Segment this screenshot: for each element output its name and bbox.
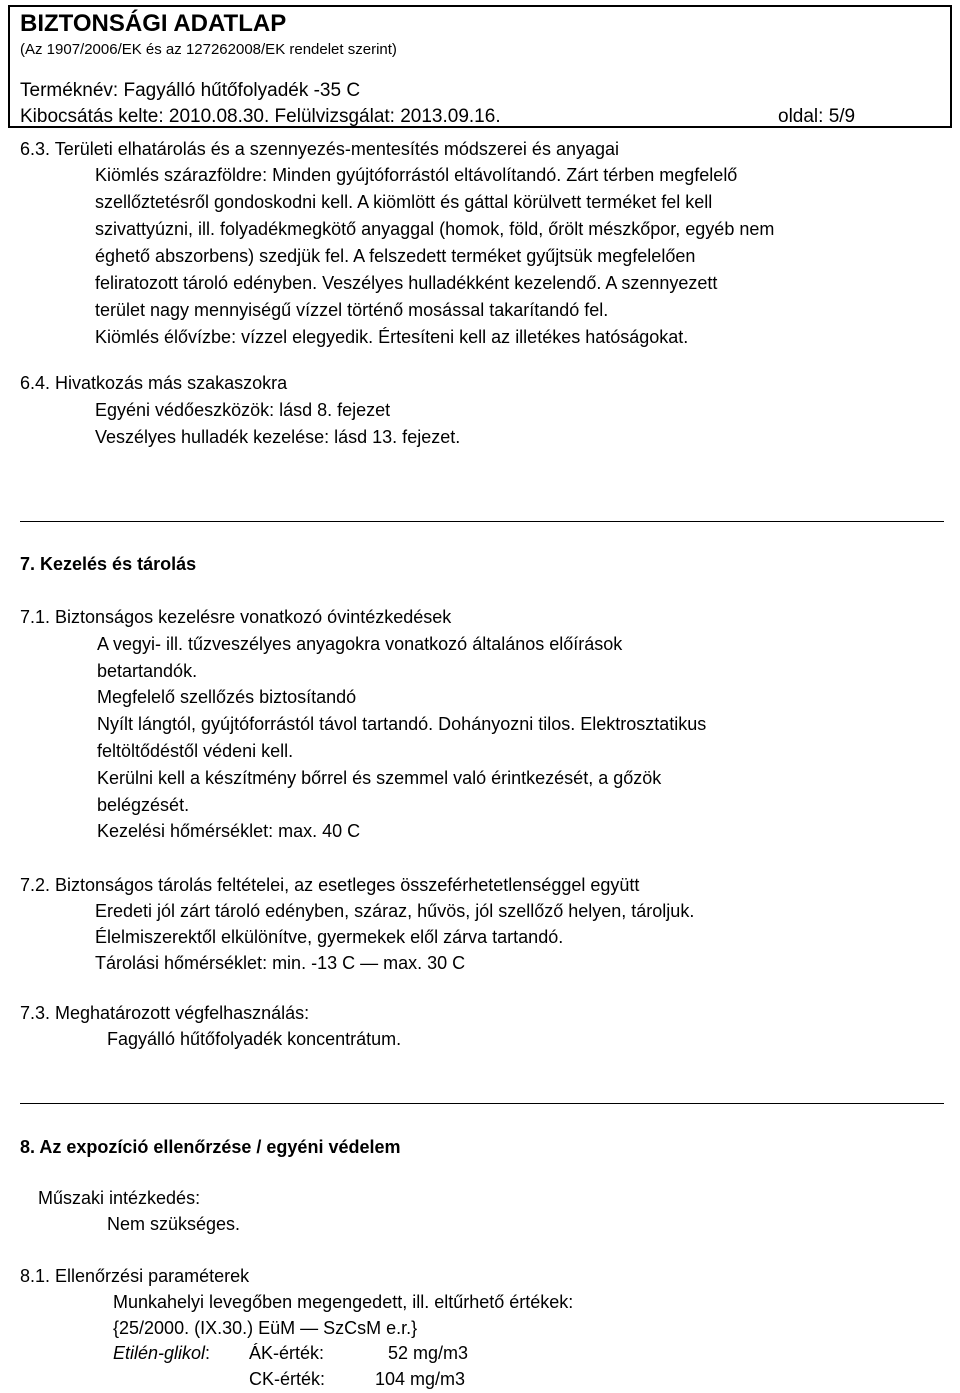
section-6-3-line: Kiömlés élővízbe: vízzel elegyedik. Értesíteni kell az illetékes hatóságokat. bbox=[95, 327, 689, 347]
section-7-2-heading: 7.2. Biztonságos tárolás feltételei, az esetleges összeférhetetlenséggel együtt bbox=[20, 875, 640, 895]
substance-name: Etilén-glikol bbox=[113, 1343, 206, 1363]
section-8-heading: 8. Az expozíció ellenőrzése / egyéni védelem bbox=[20, 1137, 401, 1157]
section-7-2-line: Tárolási hőmérséklet: min. -13 C — max. 30 C bbox=[95, 953, 466, 973]
ck-value: 104 mg/m3 bbox=[375, 1369, 466, 1389]
section-7-1-heading: 7.1. Biztonságos kezelésre vonatkozó óvintézkedések bbox=[20, 607, 452, 627]
section-7-1-line: feltöltődéstől védeni kell. bbox=[97, 741, 294, 761]
technical-measures-label: Műszaki intézkedés: bbox=[38, 1188, 201, 1208]
section-6-4-heading: 6.4. Hivatkozás más szakaszokra bbox=[20, 373, 288, 393]
substance-colon: : bbox=[205, 1343, 211, 1363]
section-6-3-line: szellőztetésről gondoskodni kell. A kiömlött és gáttal körülvett terméket fel kell bbox=[95, 192, 713, 212]
section-7-1-line: A vegyi- ill. tűzveszélyes anyagokra vonatkozó általános előírások bbox=[97, 634, 623, 654]
section-6-3-line: terület nagy mennyiségű vízzel történő mosással takarítandó fel. bbox=[95, 300, 609, 320]
section-6-3-line: Kiömlés szárazföldre: Minden gyújtóforrástól eltávolítandó. Zárt térben megfelelő bbox=[95, 165, 738, 185]
section-divider bbox=[20, 1103, 944, 1104]
regulation-subtitle: (Az 1907/2006/EK és az 127262008/EK rendelet szerint) bbox=[20, 41, 397, 58]
section-6-4-line: Veszélyes hulladék kezelése: lásd 13. fejezet. bbox=[95, 427, 461, 447]
ak-value: 52 mg/m3 bbox=[388, 1343, 469, 1363]
section-7-1-line: Kezelési hőmérséklet: max. 40 C bbox=[97, 821, 361, 841]
section-7-1-line: betartandók. bbox=[97, 661, 198, 681]
ak-value-label: ÁK-érték: bbox=[249, 1343, 325, 1363]
section-6-4-line: Egyéni védőeszközök: lásd 8. fejezet bbox=[95, 400, 391, 420]
section-6-3-line: feliratozott tároló edényben. Veszélyes hulladékként kezelendő. A szennyezett bbox=[95, 273, 718, 293]
section-7-1-line: Megfelelő szellőzés biztosítandó bbox=[97, 687, 357, 707]
section-7-3-heading: 7.3. Meghatározott végfelhasználás: bbox=[20, 1003, 310, 1023]
section-6-3-line: szivattyúzni, ill. folyadékmegkötő anyaggal (homok, föld, őrölt mészkőpor, egyéb nem bbox=[95, 219, 775, 239]
issue-dates: Kibocsátás kelte: 2010.08.30. Felülvizsgálat: 2013.09.16. bbox=[20, 106, 501, 127]
section-7-2-line: Élelmiszerektől elkülönítve, gyermekek elől zárva tartandó. bbox=[95, 927, 564, 947]
ck-value-label: CK-érték: bbox=[249, 1369, 326, 1389]
section-7-1-line: Kerülni kell a készítmény bőrrel és szemmel való érintkezését, a gőzök bbox=[97, 768, 662, 788]
document-title: BIZTONSÁGI ADATLAP bbox=[20, 10, 287, 37]
exposure-limits-intro: Munkahelyi levegőben megengedett, ill. eltűrhető értékek: bbox=[113, 1292, 574, 1312]
section-7-2-line: Eredeti jól zárt tároló edényben, száraz, hűvös, jól szellőző helyen, tároljuk. bbox=[95, 901, 695, 921]
section-8-1-heading: 8.1. Ellenőrzési paraméterek bbox=[20, 1266, 250, 1286]
section-7-3-line: Fagyálló hűtőfolyadék koncentrátum. bbox=[107, 1029, 402, 1049]
technical-measures-value: Nem szükséges. bbox=[107, 1214, 241, 1234]
section-7-1-line: Nyílt lángtól, gyújtóforrástól távol tartandó. Dohányozni tilos. Elektrosztatikus bbox=[97, 714, 707, 734]
product-name: Terméknév: Fagyálló hűtőfolyadék -35 C bbox=[20, 80, 361, 101]
section-6-3-line: éghető abszorbens) szedjük fel. A felszedett terméket gyűjtsük megfelelően bbox=[95, 246, 696, 266]
regulation-reference: {25/2000. (IX.30.) EüM — SzCsM e.r.} bbox=[113, 1318, 418, 1338]
page-number: oldal: 5/9 bbox=[778, 106, 856, 127]
section-7-1-line: belégzését. bbox=[97, 795, 190, 815]
substance-row bbox=[113, 1340, 210, 1366]
section-7-heading: 7. Kezelés és tárolás bbox=[20, 554, 197, 574]
section-6-3-heading: 6.3. Területi elhatárolás és a szennyezés-mentesítés módszerei és anyagai bbox=[20, 139, 619, 159]
section-divider bbox=[20, 521, 944, 522]
